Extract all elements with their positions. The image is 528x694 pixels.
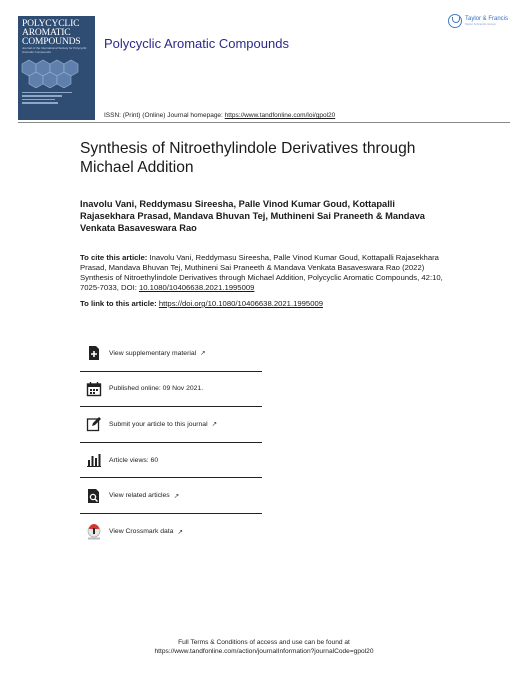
issn-line bbox=[104, 112, 335, 119]
submit-article-link[interactable] bbox=[80, 407, 262, 443]
supplementary-label: View supplementary material bbox=[109, 349, 197, 357]
cite-text: Inavolu Vani, Reddymasu Sireesha, Palle Vinod Kumar Goud, Kottapalli Rajasekhara Prasad, Mandava Bhuvan Tej, Muthineni Sai Praneeth & Mandava Venkata Basaveswara Rao (2022) Synthesis of Nitroethylindole Derivatives through Michael Addition, Polycyclic Aromatic Compounds, 42:10, 7025-7033, DOI: bbox=[80, 253, 443, 292]
bar-chart-icon bbox=[86, 452, 102, 468]
published-online-row bbox=[80, 372, 262, 408]
external-link-icon: ↗ bbox=[200, 350, 206, 358]
footer-terms-text: Full Terms & Conditions of access and use can be found at bbox=[178, 639, 350, 646]
search-document-icon bbox=[86, 488, 102, 504]
related-articles-link[interactable] bbox=[80, 478, 262, 514]
article-links-list bbox=[80, 336, 262, 550]
crossmark-label: View Crossmark data bbox=[109, 528, 174, 536]
publisher-name: Taylor & Francis bbox=[465, 16, 509, 22]
cover-title-line: COMPOUNDS bbox=[22, 36, 81, 47]
cite-label: To cite this article: bbox=[80, 253, 150, 262]
cite-doi-link[interactable]: 10.1080/10406638.2021.1995009 bbox=[138, 283, 255, 292]
publisher-logo[interactable] bbox=[448, 14, 508, 28]
submit-article-label: Submit your article to this journal bbox=[109, 420, 208, 428]
footer-terms-link[interactable]: https://www.tandfonline.com/action/journalInformation?journalCode=gpol20 bbox=[154, 648, 374, 655]
edit-icon bbox=[86, 416, 102, 432]
journal-cover bbox=[18, 16, 95, 120]
hexagon-pattern-icon bbox=[20, 56, 92, 88]
cover-title-line: POLYCYCLIC bbox=[22, 18, 80, 29]
crossmark-icon bbox=[86, 524, 102, 540]
supplementary-material-link[interactable] bbox=[80, 336, 262, 372]
published-online-label: Published online: 09 Nov 2021. bbox=[109, 385, 204, 393]
footer bbox=[0, 638, 528, 656]
issn-label: ISSN: (Print) (Online) Journal homepage: bbox=[104, 112, 225, 119]
article-link-block bbox=[80, 299, 323, 308]
related-articles-label: View related articles bbox=[109, 492, 170, 500]
cover-title-line: AROMATIC bbox=[22, 27, 71, 38]
cover-text-lines bbox=[22, 92, 72, 106]
article-title: Synthesis of Nitroethylindole Derivatives through Michael Addition bbox=[80, 140, 416, 176]
article-views-row bbox=[80, 443, 262, 479]
document-plus-icon bbox=[86, 345, 102, 361]
cover-title bbox=[18, 16, 95, 46]
journal-homepage-link[interactable]: https://www.tandfonline.com/loi/gpol20 bbox=[224, 112, 336, 119]
publisher-mark-icon bbox=[448, 14, 462, 28]
cover-subtitle: Journal of the International Society for Polycyclic Aromatic Compounds bbox=[22, 46, 87, 54]
external-link-icon: ↗ bbox=[173, 492, 180, 500]
article-views-label: Article views: 60 bbox=[109, 456, 159, 464]
external-link-icon: ↗ bbox=[177, 528, 183, 536]
citation-block bbox=[80, 253, 450, 293]
calendar-icon bbox=[86, 381, 102, 397]
article-authors: Inavolu Vani, Reddymasu Sireesha, Palle Vinod Kumar Goud, Kottapalli Rajasekhara Prasad, Mandava Bhuvan Tej, Muthineni Sai Praneeth & Mandava Venkata Basaveswara Rao bbox=[80, 199, 425, 233]
external-link-icon: ↗ bbox=[211, 421, 218, 429]
article-doi-link[interactable]: https://doi.org/10.1080/10406638.2021.1995009 bbox=[158, 299, 324, 308]
header-divider bbox=[18, 122, 510, 123]
publisher-subname: Taylor & Francis Group bbox=[465, 22, 496, 26]
crossmark-link[interactable] bbox=[80, 514, 262, 550]
link-label: To link to this article: bbox=[80, 299, 159, 308]
journal-title[interactable]: Polycyclic Aromatic Compounds bbox=[104, 36, 289, 51]
